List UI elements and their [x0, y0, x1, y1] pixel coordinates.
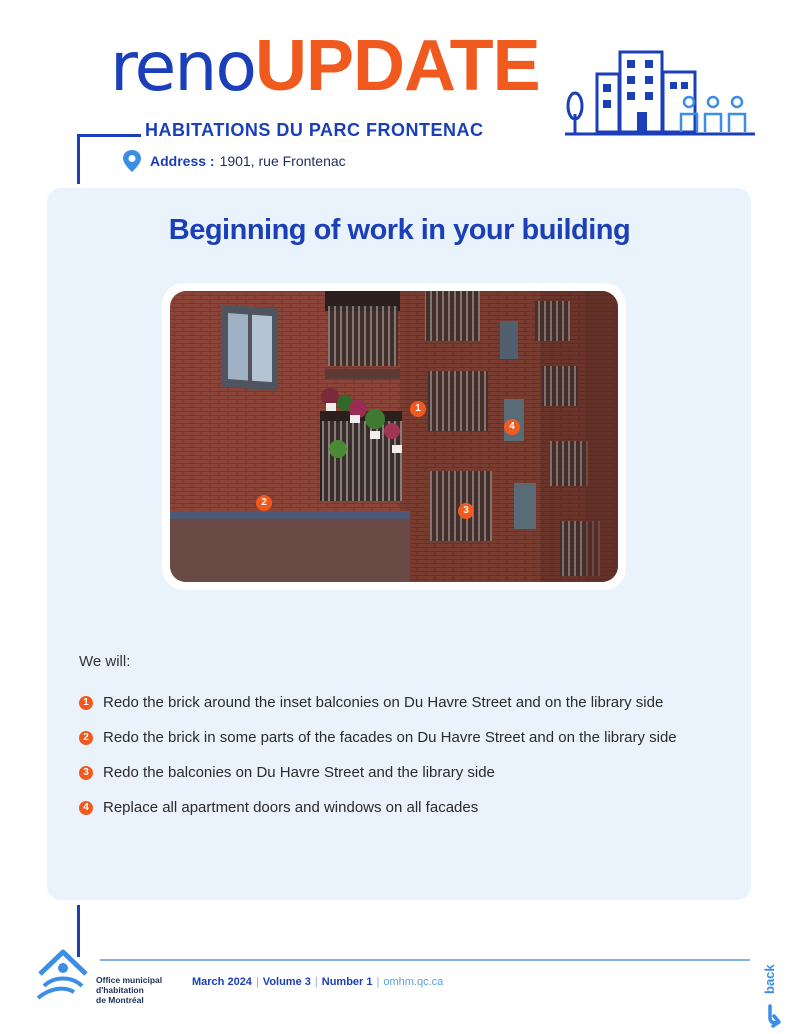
address-label: Address :: [150, 153, 215, 169]
photo-marker-2: 2: [261, 497, 267, 508]
task-text: Redo the balconies on Du Havre Street and the library side: [103, 764, 495, 781]
task-number-badge: 3: [79, 766, 93, 780]
task-text: Redo the brick in some parts of the facades on Du Havre Street and on the library side: [103, 729, 677, 746]
omhm-logo-icon: [34, 946, 92, 1002]
task-text: Replace all apartment doors and windows on all facades: [103, 799, 479, 816]
issue-number: Number 1: [321, 976, 373, 988]
photo-marker-1: 1: [415, 403, 421, 414]
task-number-badge: 2: [79, 731, 93, 745]
building-illustration: [170, 291, 618, 582]
project-subtitle: HABITATIONS DU PARC FRONTENAC: [145, 120, 484, 140]
task-list: [79, 685, 677, 825]
list-item: [79, 685, 677, 720]
header-frame-line: [77, 134, 141, 137]
footer-divider: [100, 959, 750, 961]
org-line-3: de Montréal: [96, 995, 144, 1005]
list-item: [79, 755, 677, 790]
photo-marker-3: 3: [463, 505, 469, 516]
photo-marker-4: 4: [509, 421, 515, 432]
brand-reno: reno: [110, 28, 255, 107]
organization-name: [96, 975, 176, 1005]
intro-text: We will:: [79, 653, 131, 670]
website-link[interactable]: omhm.qc.ca: [383, 976, 444, 988]
org-line-1: Office municipal: [96, 975, 163, 985]
city-skyline-icon: [565, 44, 755, 140]
brand-update: UPDATE: [255, 26, 540, 106]
brand-title: [110, 26, 540, 107]
list-item: [79, 790, 677, 825]
issue-date: March 2024: [192, 976, 252, 988]
address-value: 1901, rue Frontenac: [219, 153, 346, 169]
header-frame-line-vertical: [77, 134, 80, 184]
location-pin-icon: [122, 149, 142, 173]
task-text: Redo the brick around the inset balconies on Du Havre Street and on the library side: [103, 694, 664, 711]
org-line-2: d'habitation: [96, 985, 144, 995]
building-photo: [170, 291, 618, 582]
task-number-badge: 1: [79, 696, 93, 710]
address-line: [122, 149, 346, 173]
page-title: Beginning of work in your building: [168, 214, 631, 246]
issue-volume: Volume 3: [262, 976, 311, 988]
task-number-badge: 4: [79, 801, 93, 815]
back-button[interactable]: back: [762, 964, 777, 994]
list-item: [79, 720, 677, 755]
publication-info: March 2024 | Volume 3 | Number 1 | omhm.qc.ca: [192, 976, 444, 988]
